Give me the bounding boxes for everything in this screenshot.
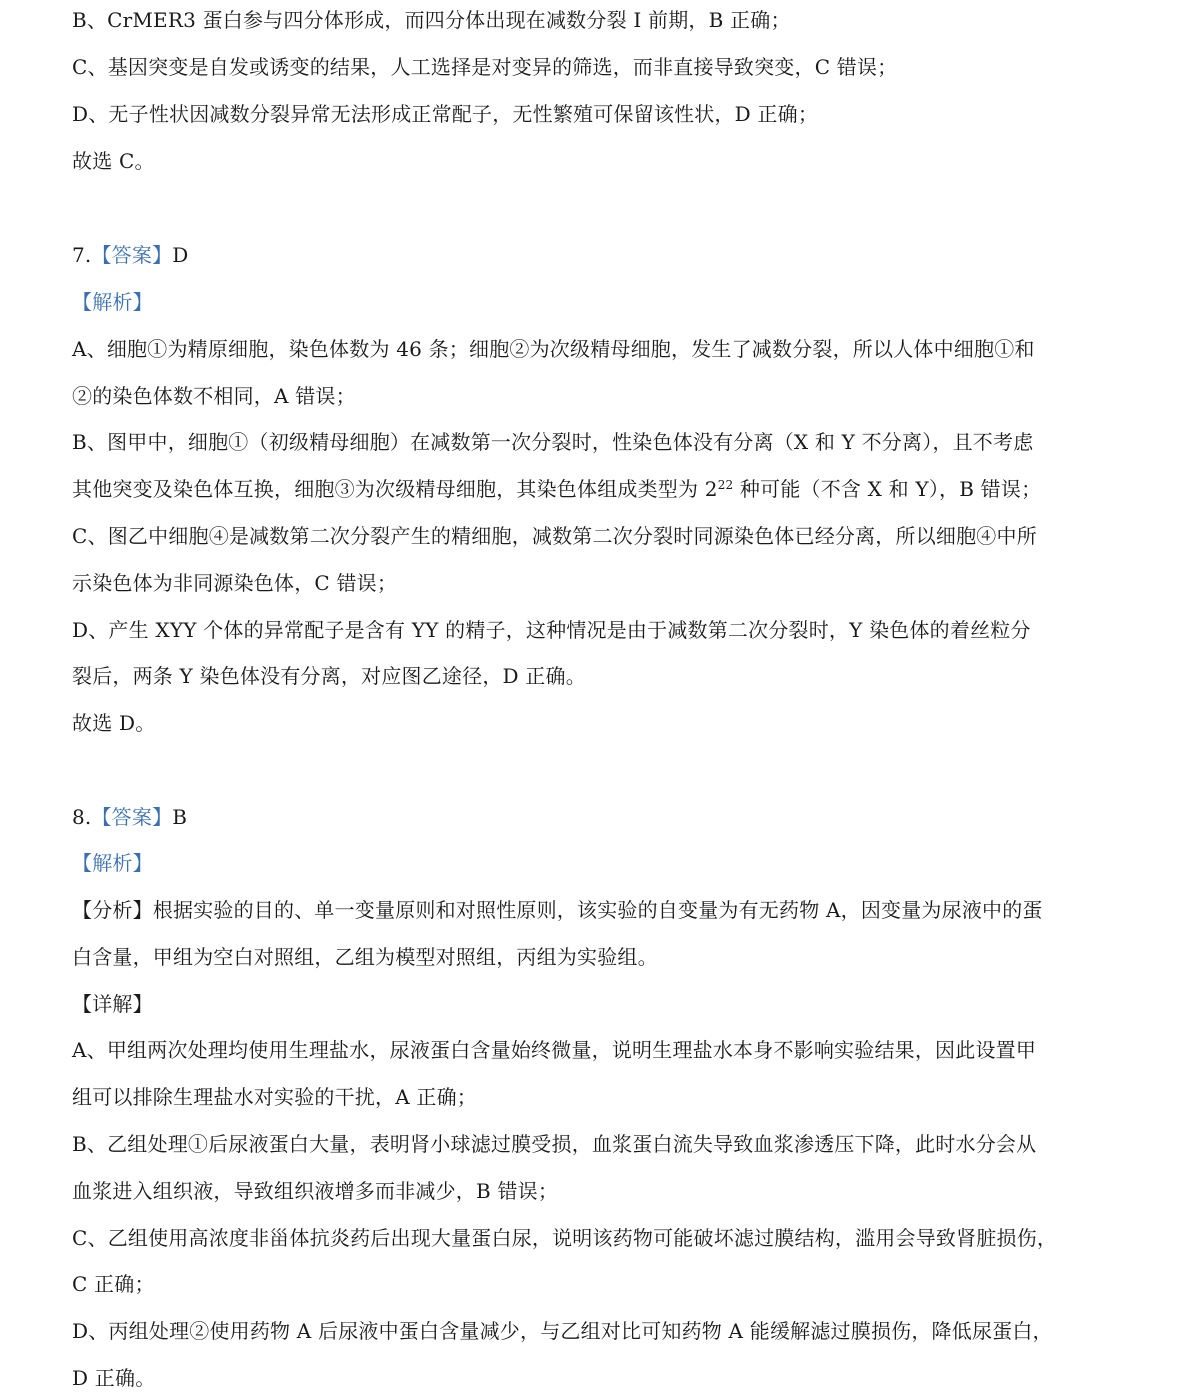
q7-conclusion: 故选 D。 xyxy=(72,711,156,735)
q6-conclusion: 故选 C。 xyxy=(72,149,155,173)
q6-option-b: B、CrMER3 蛋白参与四分体形成，而四分体出现在减数分裂 I 前期，B 正确； xyxy=(72,8,791,32)
q8-fenxi-tag: 【分析】 xyxy=(72,898,153,922)
q7-superscript: 22 xyxy=(717,478,734,492)
q8-option-d-line1: D、丙组处理②使用药物 A 后尿液中蛋白含量减少，与乙组对比可知药物 A 能缓解滤过膜损伤，降低尿蛋白， xyxy=(72,1319,1053,1343)
q7-option-b-line1: B、图甲中，细胞①（初级精母细胞）在减数第一次分裂时，性染色体没有分离（X 和 Y 不分离），且不考虑 xyxy=(72,430,1034,454)
q8-option-a-line1: A、甲组两次处理均使用生理盐水，尿液蛋白含量始终微量，说明生理盐水本身不影响实验结果，因此设置甲 xyxy=(72,1038,1037,1062)
q8-answer-tag: 【答案】 xyxy=(91,805,173,829)
q7-option-d-line1: D、产生 XYY 个体的异常配子是含有 YY 的精子，这种情况是由于减数第二次分裂时，Y 染色体的着丝粒分 xyxy=(72,618,1031,642)
q8-answer: B xyxy=(172,805,188,829)
q8-option-a-line2: 组可以排除生理盐水对实验的干扰，A 正确； xyxy=(72,1085,478,1109)
q8-xiangjie-tag: 【详解】 xyxy=(72,992,153,1016)
q7-option-d-line2: 裂后，两条 Y 染色体没有分离，对应图乙途径，D 正确。 xyxy=(72,664,586,688)
q7-option-c-line1: C、图乙中细胞④是减数第二次分裂产生的精细胞，减数第二次分裂时同源染色体已经分离，所以细胞④中所 xyxy=(72,524,1037,548)
q7-option-a-line2: ②的染色体数不相同，A 错误； xyxy=(72,384,356,408)
q8-option-b-line1: B、乙组处理①后尿液蛋白大量，表明肾小球滤过膜受损，血浆蛋白流失导致血浆渗透压下降，此时水分会从 xyxy=(72,1132,1037,1156)
q8-answer-line xyxy=(72,805,187,829)
q7-option-b-line2 xyxy=(72,477,1041,501)
q7-analysis-tag: 【解析】 xyxy=(72,290,153,314)
q8-fenxi-text1: 根据实验的目的、单一变量原则和对照性原则，该实验的自变量为有无药物 A，因变量为尿液中的蛋 xyxy=(152,898,1043,922)
q7-answer-line xyxy=(72,243,189,267)
q8-analysis-tag: 【解析】 xyxy=(72,851,153,875)
q8-fenxi-line1 xyxy=(72,898,1043,922)
q7-option-b-line2-pre: 其他突变及染色体互换，细胞③为次级精母细胞，其染色体组成类型为 2 xyxy=(72,477,718,501)
q7-option-c-line2: 示染色体为非同源染色体，C 错误； xyxy=(72,571,398,595)
q7-answer-tag: 【答案】 xyxy=(91,243,173,267)
q7-option-b-line2-post: 种可能（不含 X 和 Y），B 错误； xyxy=(733,477,1042,501)
q8-option-c-line1: C、乙组使用高浓度非甾体抗炎药后出现大量蛋白尿，说明该药物可能破坏滤过膜结构，滥用会导致肾脏损伤， xyxy=(72,1226,1058,1250)
q8-fenxi-line2: 白含量，甲组为空白对照组，乙组为模型对照组，丙组为实验组。 xyxy=(72,945,658,969)
q6-option-d: D、无子性状因减数分裂异常无法形成正常配子，无性繁殖可保留该性状，D 正确； xyxy=(72,102,819,126)
q7-option-a-line1: A、细胞①为精原细胞，染色体数为 46 条；细胞②为次级精母细胞，发生了减数分裂，所以人体中细胞①和 xyxy=(72,337,1035,361)
q8-number: 8. xyxy=(72,805,92,829)
q7-number: 7. xyxy=(72,243,92,267)
q7-answer: D xyxy=(172,243,189,267)
q8-option-b-line2: 血浆进入组织液，导致组织液增多而非减少，B 错误； xyxy=(72,1179,559,1203)
q8-option-c-line2: C 正确； xyxy=(72,1272,155,1296)
q8-option-d-line2: D 正确。 xyxy=(72,1366,156,1390)
q6-option-c: C、基因突变是自发或诱变的结果，人工选择是对变异的筛选，而非直接导致突变，C 错误； xyxy=(72,55,898,79)
